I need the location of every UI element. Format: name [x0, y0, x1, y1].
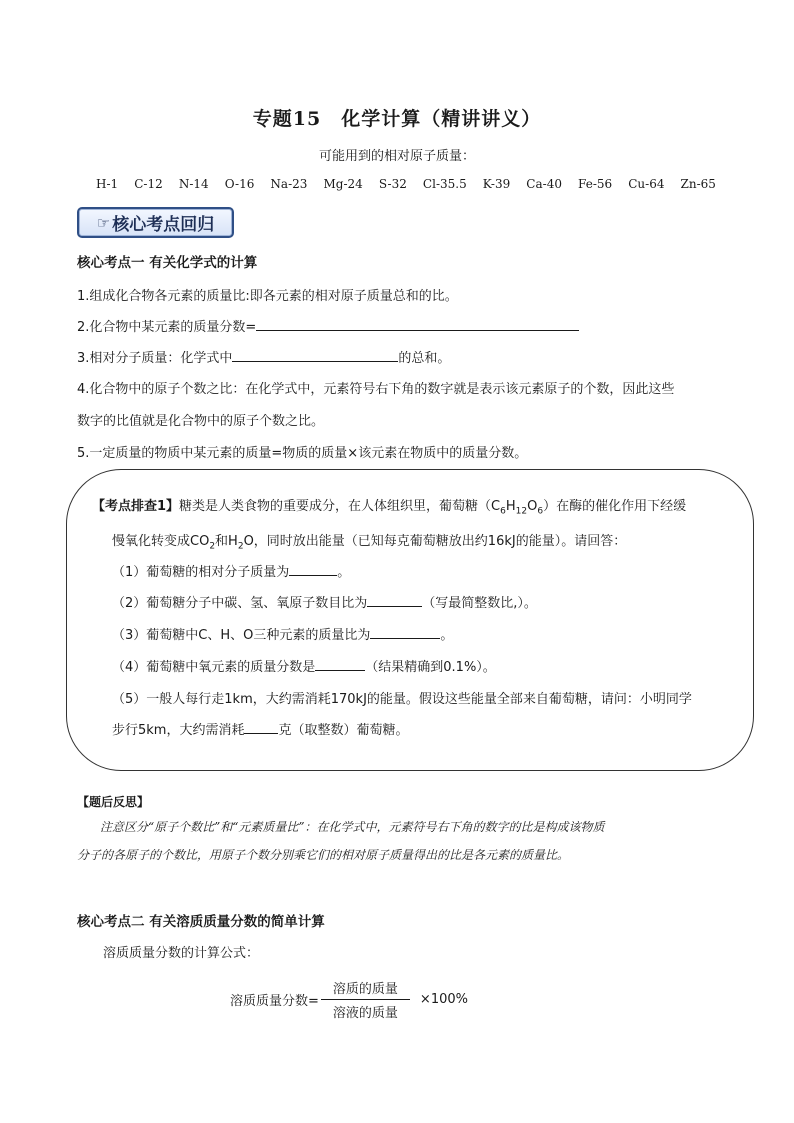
question-text: 糖类是人类食物的重要成分，在人体组织里，葡萄糖（C: [179, 499, 501, 514]
atomic-mass-item: N-14: [178, 177, 209, 191]
atomic-mass-item: C-12: [134, 177, 163, 191]
question-5-cont: [112, 719, 408, 738]
question-line-2: [112, 530, 626, 552]
formula-numerator: 溶质的质量: [321, 978, 410, 1000]
atomic-mass-item: Cu-64: [628, 177, 665, 191]
question-text: 步行5km，大约需消耗: [112, 723, 245, 738]
formula-right: ×100%: [419, 992, 468, 1007]
question-line-1: [92, 495, 686, 517]
atomic-mass-item: Na-23: [270, 177, 308, 191]
kp1-item-2-text: 2.化合物中某元素的质量分数=: [77, 320, 257, 335]
atomic-mass-item: Mg-24: [323, 177, 363, 191]
atomic-mass-item: Ca-40: [526, 177, 562, 191]
section-header-box: [77, 207, 234, 238]
atomic-mass-item: Fe-56: [578, 177, 613, 191]
answer-blank[interactable]: [289, 562, 337, 576]
atomic-mass-list: [96, 177, 716, 191]
formula-left: 溶质质量分数=: [230, 994, 319, 1009]
question-2: [112, 592, 537, 611]
kp2-intro: 溶质质量分数的计算公式：: [103, 946, 260, 961]
kp1-item-3-tail: 的总和。: [398, 351, 451, 366]
reflection-line-1: 注意区分“原子个数比”和“元素质量比”：在化学式中，元素符号右下角的数字的比是构成该物质: [100, 820, 605, 834]
question-text: （3）葡萄糖中C、H、O三种元素的质量比为: [112, 628, 371, 643]
atomic-mass-item: S-32: [378, 177, 407, 191]
answer-blank[interactable]: [256, 317, 579, 331]
subtitle: 可能用到的相对原子质量：: [318, 149, 475, 164]
answer-blank[interactable]: [370, 625, 440, 639]
mass-fraction-formula: [230, 978, 468, 1021]
atomic-mass-item: O-16: [224, 177, 255, 191]
question-text: O，同时放出能量（已知每克葡萄糖放出约16kJ的能量）。请回答：: [243, 534, 627, 549]
atomic-mass-item: K-39: [482, 177, 511, 191]
subscript: 6: [537, 506, 544, 517]
page-title: 专题15 化学计算（精讲讲义）: [252, 108, 542, 130]
question-text: 克（取整数）葡萄糖。: [278, 723, 409, 738]
reflection-title: 【题后反思】: [77, 795, 150, 809]
subscript: 2: [209, 541, 216, 552]
pointing-hand-icon: ☞: [96, 213, 111, 232]
kp1-item-1: 1.组成化合物各元素的质量比:即各元素的相对原子质量总和的比。: [77, 289, 458, 304]
question-text: （结果精确到0.1%）。: [365, 660, 496, 675]
subscript: 6: [500, 506, 506, 517]
kp1-item-4: 4.化合物中的原子个数之比：在化学式中，元素符号右下角的数字就是表示该元素原子的个数，因此这些: [77, 382, 675, 397]
kp1-title: 核心考点一 有关化学式的计算: [77, 255, 258, 271]
subscript: 12: [515, 506, 528, 517]
question-text: ）在酶的催化作用下经缓: [543, 499, 687, 514]
question-text: （4）葡萄糖中氧元素的质量分数是: [112, 660, 316, 675]
kp1-item-2: [77, 316, 579, 335]
kp1-item-4-cont: 数字的比值就是化合物中的原子个数之比。: [77, 414, 325, 429]
kp2-title: 核心考点二 有关溶质质量分数的简单计算: [77, 914, 325, 930]
question-lead: 【考点排查1】: [92, 499, 180, 514]
question-3: [112, 624, 453, 643]
question-text: 。: [337, 565, 351, 580]
atomic-mass-item: Cl-35.5: [422, 177, 467, 191]
question-text: （2）葡萄糖分子中碳、氢、氧原子数目比为: [112, 596, 368, 611]
question-text: 慢氧化转变成CO: [112, 534, 210, 549]
subscript: 2: [237, 541, 244, 552]
question-text: （1）葡萄糖的相对分子质量为: [112, 565, 290, 580]
section-label: 核心考点回归: [112, 215, 215, 235]
question-4: [112, 656, 496, 675]
answer-blank[interactable]: [315, 657, 365, 671]
question-text: 和H: [215, 534, 238, 549]
question-1: [112, 561, 350, 580]
kp1-item-5: 5.一定质量的物质中某元素的质量=物质的质量×该元素在物质中的质量分数。: [77, 446, 528, 461]
question-text: （写最简整数比,）。: [422, 596, 537, 611]
question-5: （5）一般人每行走1km，大约需消耗170kJ的能量。假设这些能量全部来自葡萄糖，请问：小明同学: [112, 692, 692, 707]
answer-blank[interactable]: [244, 720, 278, 734]
question-text: H: [505, 499, 516, 514]
formula-denominator: 溶液的质量: [332, 1006, 398, 1021]
question-text: 。: [440, 628, 454, 643]
reflection-line-2: 分子的各原子的个数比，用原子个数分别乘它们的相对原子质量得出的比是各元素的质量比。: [77, 848, 570, 862]
answer-blank[interactable]: [232, 348, 398, 362]
question-text: O: [527, 499, 538, 514]
atomic-mass-item: H-1: [96, 177, 119, 191]
answer-blank[interactable]: [367, 593, 422, 607]
kp1-item-3: [77, 347, 450, 366]
formula-fraction: [321, 978, 410, 1021]
atomic-mass-item: Zn-65: [680, 177, 716, 191]
kp1-item-3-text: 3.相对分子质量：化学式中: [77, 351, 233, 366]
